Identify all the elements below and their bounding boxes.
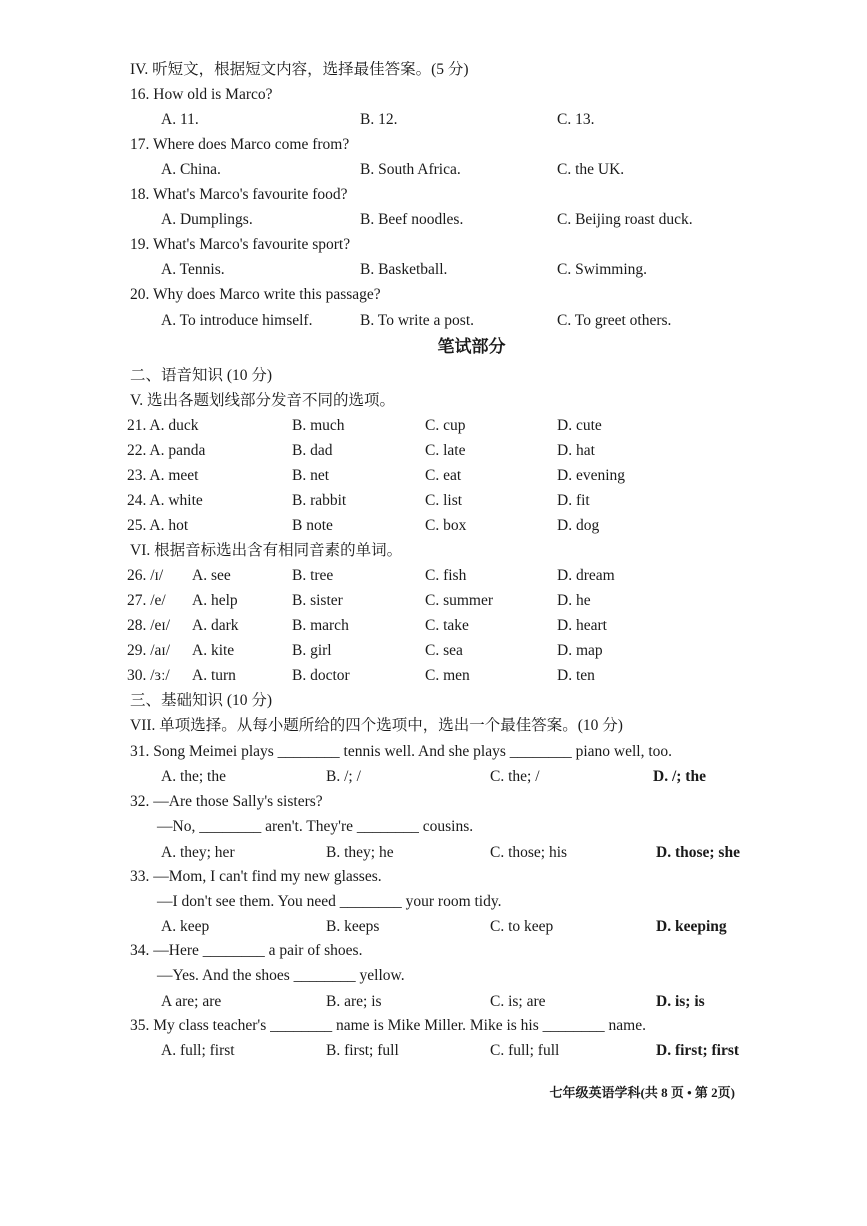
- question-33-reply: —I don't see them. You need ________ your room tidy.: [157, 893, 502, 910]
- q32-option-b: B. they; he: [326, 844, 394, 861]
- q21-option-b: B. much: [292, 417, 345, 434]
- q29-option-d: D. map: [557, 642, 603, 659]
- q17-option-b: B. South Africa.: [360, 161, 461, 178]
- q23-option-d: D. evening: [557, 467, 626, 484]
- q18-option-a: A. Dumplings.: [161, 211, 253, 228]
- q26-option-a: A. see: [192, 567, 231, 584]
- question-32-reply: —No, ________ aren't. They're ________ cousins.: [157, 818, 474, 835]
- q35-option-c: C. full; full: [490, 1042, 560, 1059]
- question-20: 20. Why does Marco write this passage?: [130, 286, 381, 303]
- q34-option-d: D. is; is: [656, 993, 705, 1010]
- q19-option-c: C. Swimming.: [557, 261, 648, 278]
- q24-option-a: 24. A. white: [127, 492, 203, 509]
- q29-option-b: B. girl: [292, 642, 332, 659]
- q30-option-c: C. men: [425, 667, 470, 684]
- q19-option-a: A. Tennis.: [161, 261, 225, 278]
- q23-option-b: B. net: [292, 467, 330, 484]
- q28-option-d: D. heart: [557, 617, 607, 634]
- q27-option-b: B. sister: [292, 592, 343, 609]
- q27-option-c: C. summer: [425, 592, 494, 609]
- q19-option-b: B. Basketball.: [360, 261, 448, 278]
- question-18: 18. What's Marco's favourite food?: [130, 186, 348, 203]
- q27-option-d: D. he: [557, 592, 591, 609]
- page-footer: 七年级英语学科(共 8 页 • 第 2页): [549, 1085, 735, 1100]
- question-16: 16. How old is Marco?: [130, 86, 273, 103]
- q32-option-a: A. they; her: [161, 844, 235, 861]
- q20-option-c: C. To greet others.: [557, 312, 672, 329]
- q27-phoneme: 27. /e/: [127, 592, 166, 609]
- q33-option-b: B. keeps: [326, 918, 380, 935]
- q33-option-c: C. to keep: [490, 918, 554, 935]
- q25-option-b: B note: [292, 517, 333, 534]
- q20-option-b: B. To write a post.: [360, 312, 475, 329]
- q33-option-a: A. keep: [161, 918, 210, 935]
- section-v-heading: V. 选出各题划线部分发音不同的选项。: [130, 392, 395, 409]
- q34-option-a: A are; are: [161, 993, 222, 1010]
- q35-option-a: A. full; first: [161, 1042, 235, 1059]
- q29-phoneme: 29. /aɪ/: [127, 642, 171, 659]
- q27-option-a: A. help: [192, 592, 238, 609]
- q28-option-a: A. dark: [192, 617, 239, 634]
- q30-option-a: A. turn: [192, 667, 236, 684]
- q21-option-c: C. cup: [425, 417, 466, 434]
- q34-option-b: B. are; is: [326, 993, 382, 1010]
- q32-option-d: D. those; she: [656, 844, 740, 861]
- question-33: 33. —Mom, I can't find my new glasses.: [130, 868, 382, 885]
- q35-option-b: B. first; full: [326, 1042, 399, 1059]
- q31-option-d: D. /; the: [653, 768, 706, 785]
- part-two-heading: 二、语音知识 (10 分): [130, 367, 273, 384]
- section-vi-heading: VI. 根据音标选出含有相同音素的单词。: [130, 542, 403, 559]
- q22-option-c: C. late: [425, 442, 466, 459]
- section-iv-heading: IV. 听短文，根据短文内容，选择最佳答案。(5 分): [130, 61, 469, 78]
- section-vii-heading: VII. 单项选择。从每小题所给的四个选项中，选出一个最佳答案。(10 分): [130, 717, 623, 734]
- q28-option-c: C. take: [425, 617, 469, 634]
- q25-option-c: C. box: [425, 517, 467, 534]
- q26-phoneme: 26. /ɪ/: [127, 567, 164, 584]
- question-35: 35. My class teacher's ________ name is Mike Miller. Mike is his ________ name.: [130, 1017, 646, 1034]
- q23-option-c: C. eat: [425, 467, 462, 484]
- q17-option-c: C. the UK.: [557, 161, 625, 178]
- q30-option-b: B. doctor: [292, 667, 350, 684]
- written-part-title: 笔试部分: [437, 337, 506, 356]
- q25-option-d: D. dog: [557, 517, 600, 534]
- question-32: 32. —Are those Sally's sisters?: [130, 793, 323, 810]
- question-34-reply: —Yes. And the shoes ________ yellow.: [157, 967, 405, 984]
- q24-option-d: D. fit: [557, 492, 590, 509]
- q30-option-d: D. ten: [557, 667, 595, 684]
- question-31: 31. Song Meimei plays ________ tennis well. And she plays ________ piano well, too.: [130, 743, 673, 760]
- q22-option-a: 22. A. panda: [127, 442, 206, 459]
- q16-option-c: C. 13.: [557, 111, 595, 128]
- q22-option-d: D. hat: [557, 442, 595, 459]
- q26-option-c: C. fish: [425, 567, 467, 584]
- q35-option-d: D. first; first: [656, 1042, 740, 1059]
- q33-option-d: D. keeping: [656, 918, 727, 935]
- question-34: 34. —Here ________ a pair of shoes.: [130, 942, 363, 959]
- q24-option-b: B. rabbit: [292, 492, 347, 509]
- q18-option-c: C. Beijing roast duck.: [557, 211, 693, 228]
- q31-option-a: A. the; the: [161, 768, 226, 785]
- q22-option-b: B. dad: [292, 442, 333, 459]
- q17-option-a: A. China.: [161, 161, 221, 178]
- q28-option-b: B. march: [292, 617, 349, 634]
- q34-option-c: C. is; are: [490, 993, 546, 1010]
- q32-option-c: C. those; his: [490, 844, 568, 861]
- q31-option-c: C. the; /: [490, 768, 540, 785]
- q25-option-a: 25. A. hot: [127, 517, 189, 534]
- q23-option-a: 23. A. meet: [127, 467, 199, 484]
- q29-option-c: C. sea: [425, 642, 463, 659]
- q28-phoneme: 28. /eɪ/: [127, 617, 171, 634]
- q24-option-c: C. list: [425, 492, 463, 509]
- q18-option-b: B. Beef noodles.: [360, 211, 464, 228]
- q21-option-d: D. cute: [557, 417, 602, 434]
- q21-option-a: 21. A. duck: [127, 417, 199, 434]
- q16-option-a: A. 11.: [161, 111, 199, 128]
- question-19: 19. What's Marco's favourite sport?: [130, 236, 351, 253]
- part-three-heading: 三、基础知识 (10 分): [130, 692, 273, 709]
- question-17: 17. Where does Marco come from?: [130, 136, 350, 153]
- q26-option-d: D. dream: [557, 567, 615, 584]
- q30-phoneme: 30. /ɜː/: [127, 667, 170, 684]
- q26-option-b: B. tree: [292, 567, 334, 584]
- q16-option-b: B. 12.: [360, 111, 398, 128]
- q29-option-a: A. kite: [192, 642, 235, 659]
- q20-option-a: A. To introduce himself.: [161, 312, 313, 329]
- q31-option-b: B. /; /: [326, 768, 361, 785]
